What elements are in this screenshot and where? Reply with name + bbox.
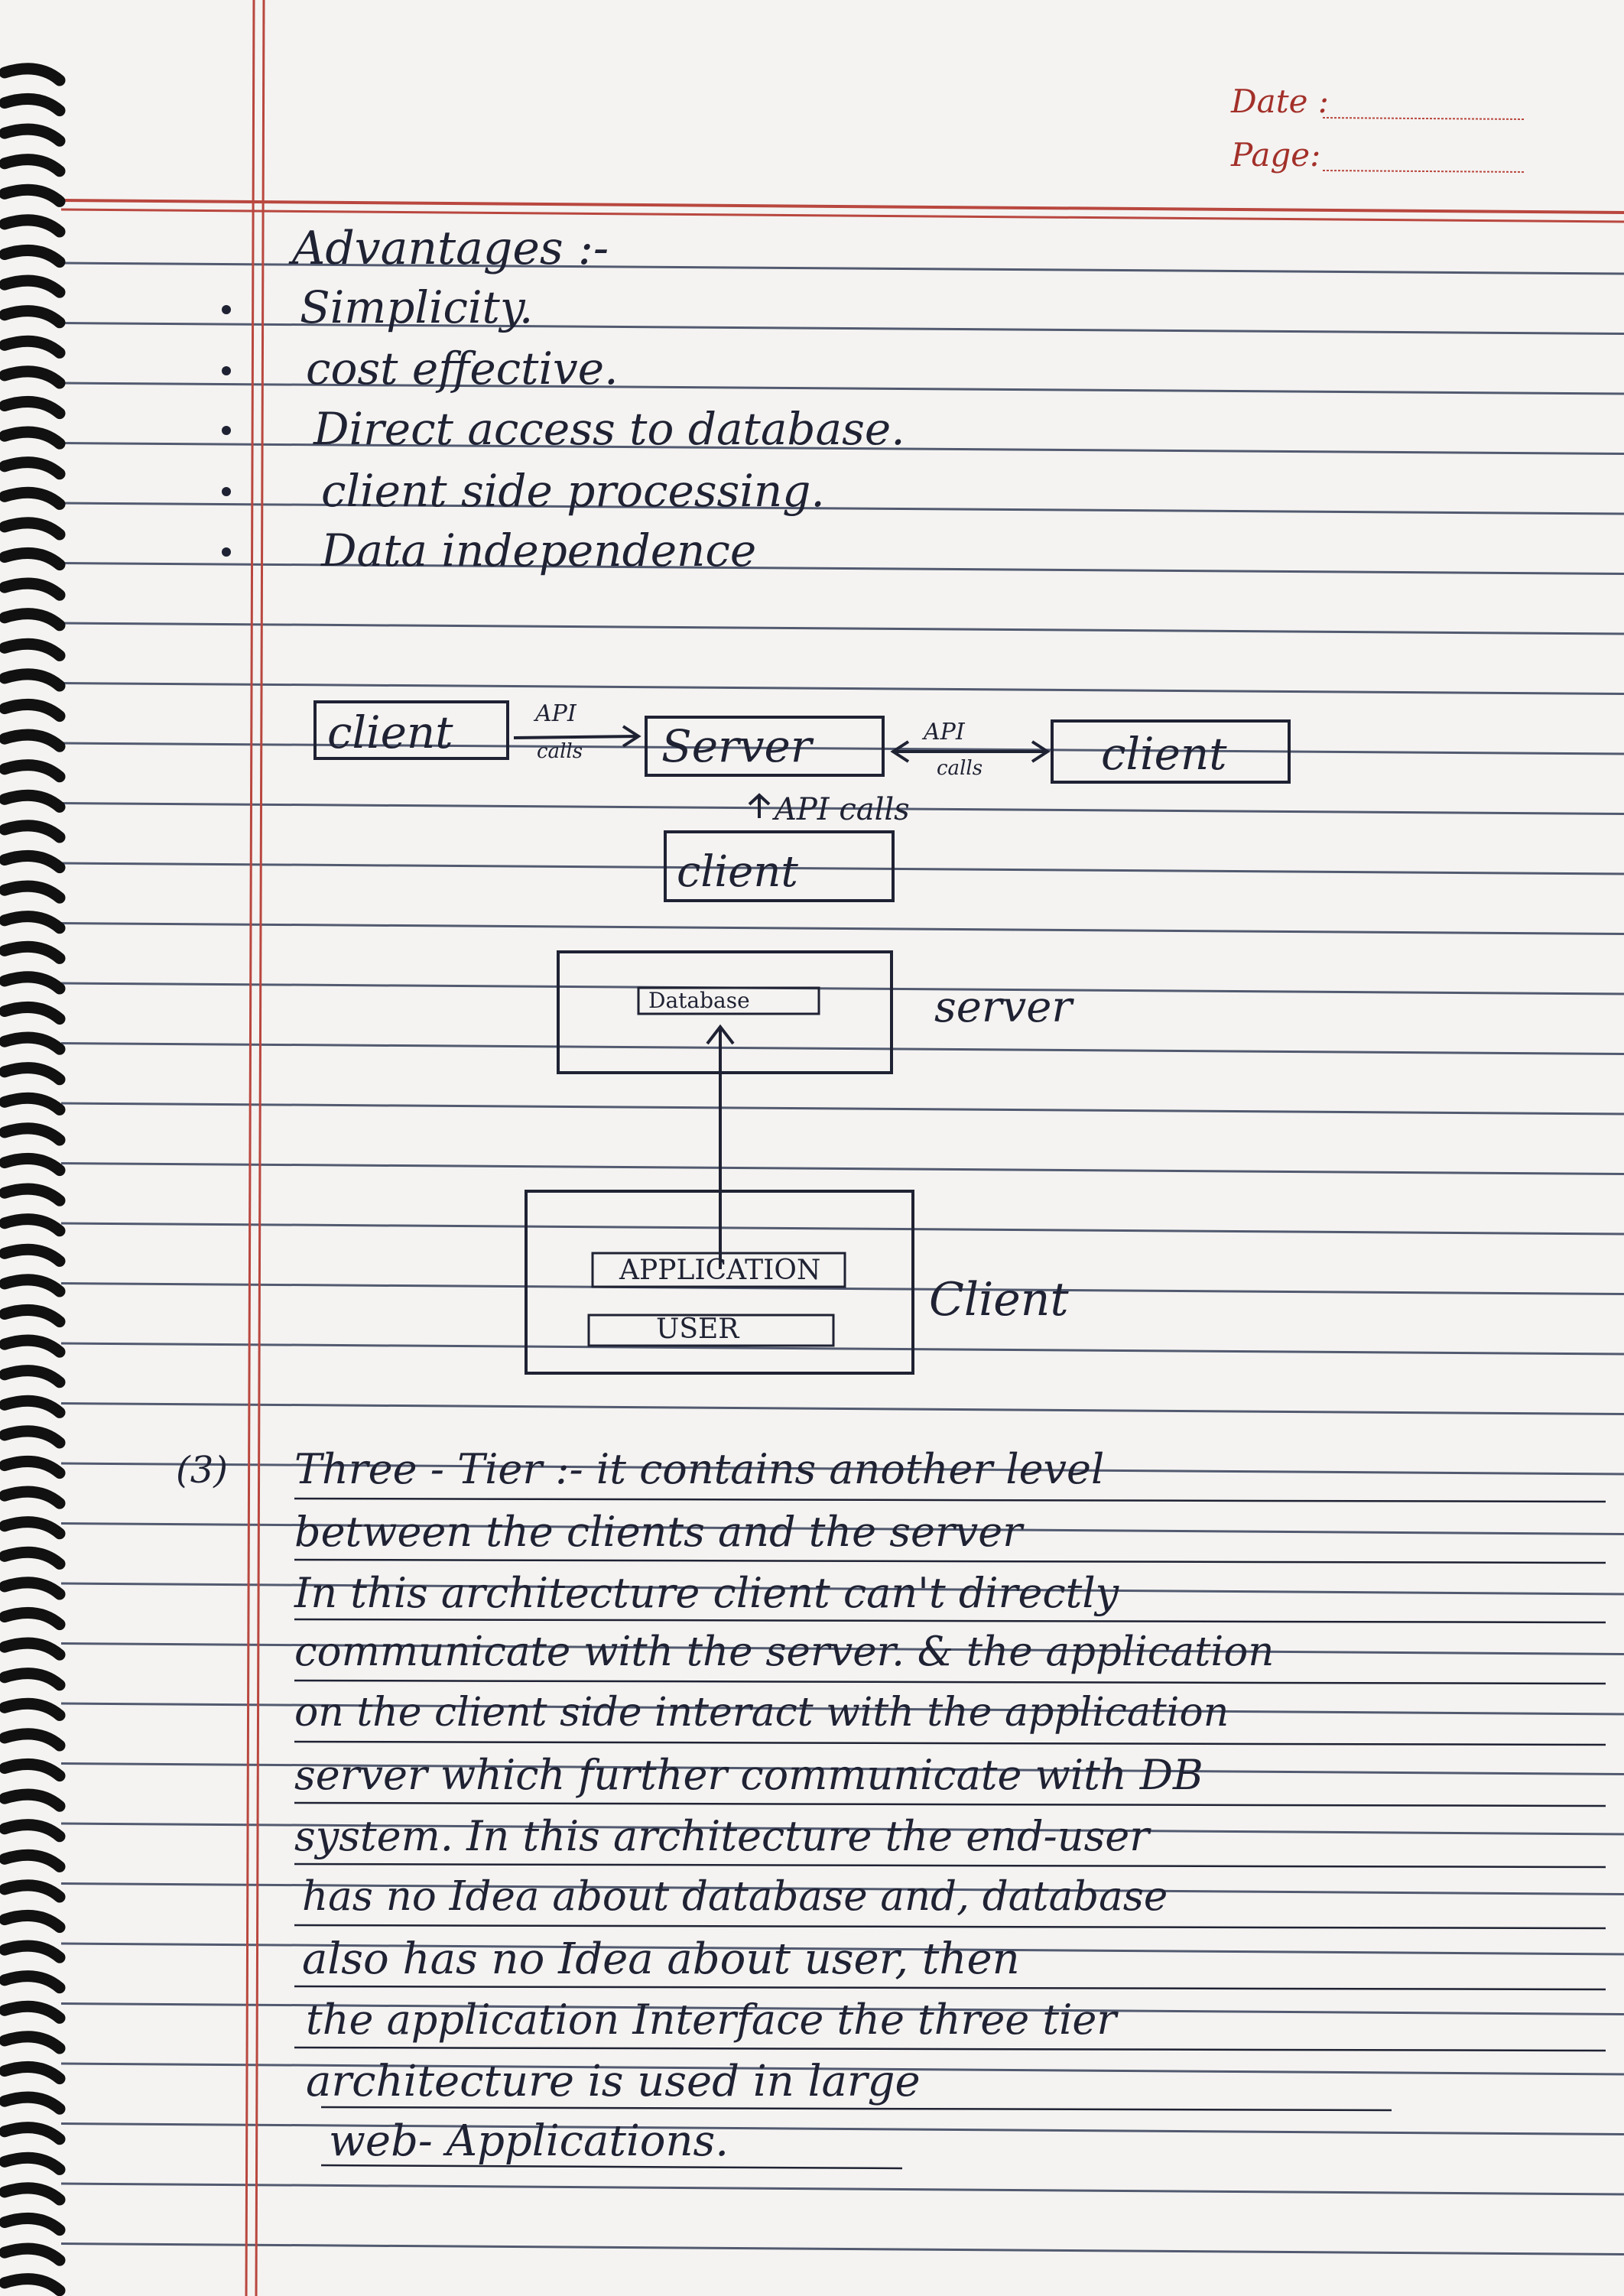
paragraph-line: system. In this architecture the end-user bbox=[294, 1812, 1150, 1860]
api-calls-below-label: API calls bbox=[775, 792, 910, 827]
api-label-top: API bbox=[924, 719, 965, 745]
section-number: (3) bbox=[176, 1449, 228, 1492]
api-label-bottom: calls bbox=[537, 740, 583, 763]
paragraph-line: has no Idea about database and, database bbox=[302, 1873, 1168, 1920]
advantage-item: cost effective. bbox=[306, 343, 619, 395]
api-arrow-left bbox=[514, 736, 638, 738]
client-right-label: client bbox=[1101, 728, 1227, 780]
client-bottom-label: client bbox=[677, 847, 798, 897]
paragraph-line: the application Interface the three tier bbox=[306, 1996, 1117, 2044]
paragraph-line: on the client side interact with the application bbox=[294, 1690, 1229, 1736]
paragraph-line: server which further communicate with DB bbox=[294, 1751, 1203, 1799]
date-label: Date : bbox=[1231, 83, 1329, 120]
user-label: USER bbox=[656, 1314, 739, 1345]
advantage-item: client side processing. bbox=[321, 465, 825, 517]
paragraph-line: communicate with the server. & the application bbox=[294, 1629, 1275, 1675]
paragraph-line: Three - Tier :- it contains another level bbox=[294, 1445, 1105, 1493]
advantage-item: Data independence bbox=[321, 524, 757, 576]
paragraph-line: architecture is used in large bbox=[306, 2057, 921, 2106]
client-side-label: Client bbox=[929, 1273, 1069, 1327]
advantage-item: Direct access to database. bbox=[313, 403, 905, 455]
client-left-label: client bbox=[327, 706, 453, 758]
paragraph-line: also has no Idea about user, then bbox=[302, 1934, 1020, 1984]
paragraph-line: between the clients and the server bbox=[294, 1508, 1023, 1556]
database-label: Database bbox=[648, 988, 750, 1013]
application-label: APPLICATION bbox=[619, 1255, 821, 1286]
server-label: Server bbox=[661, 720, 812, 772]
server-side-label: server bbox=[934, 982, 1073, 1032]
page-label: Page: bbox=[1231, 136, 1321, 174]
api-label-top: API bbox=[535, 700, 577, 727]
paragraph-line: web- Applications. bbox=[329, 2116, 729, 2166]
advantage-item: Simplicity. bbox=[300, 281, 534, 333]
paragraph-line: In this architecture client can't directly bbox=[294, 1569, 1119, 1617]
advantages-heading: Advantages :- bbox=[292, 222, 609, 275]
api-label-bottom: calls bbox=[937, 757, 983, 780]
